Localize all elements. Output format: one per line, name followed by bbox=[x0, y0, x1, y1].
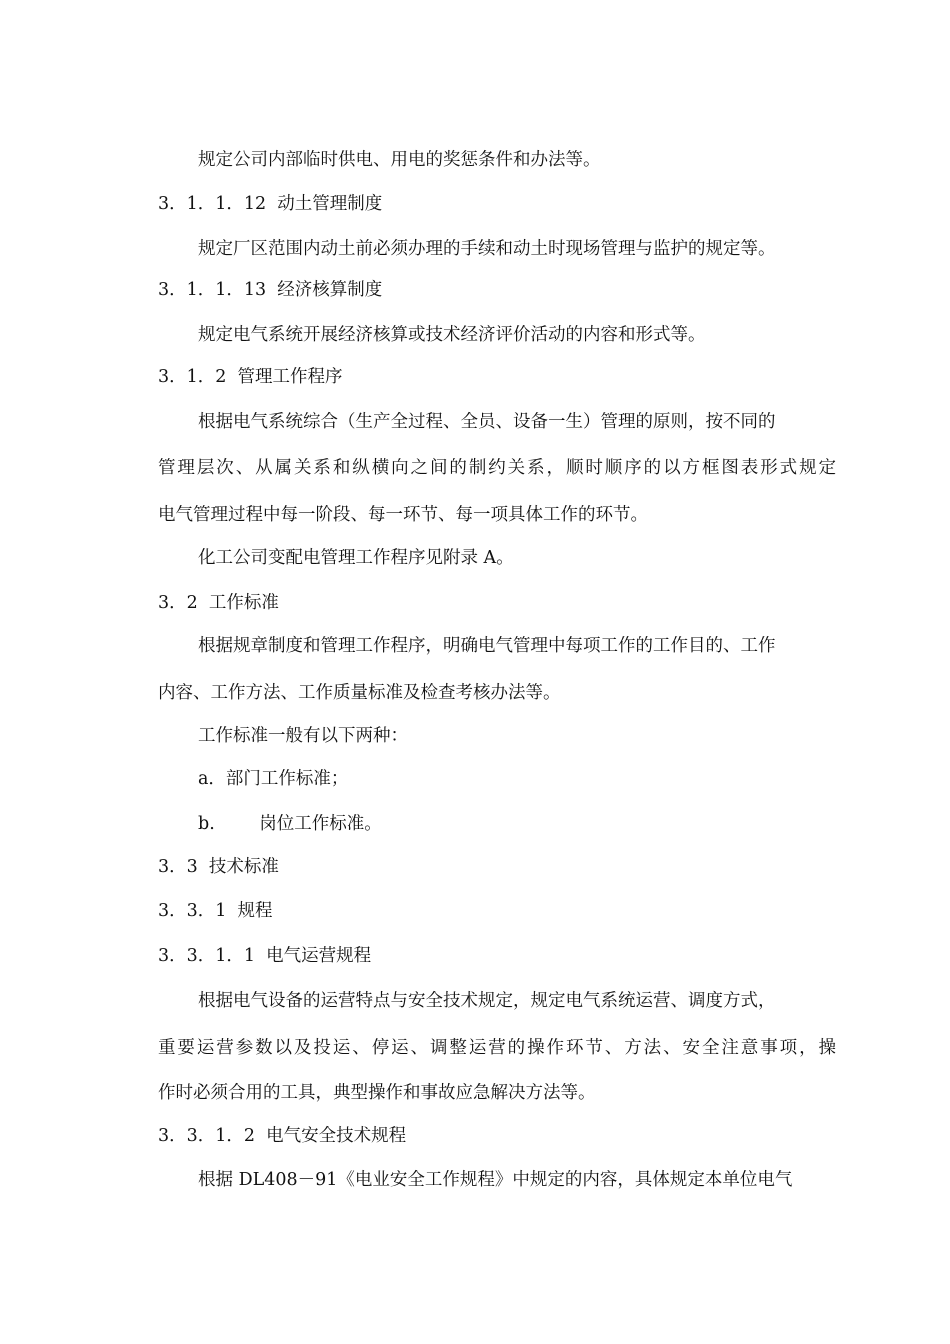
paragraph-line: 根据规章制度和管理工作程序，明确电气管理中每项工作的工作目的、工作 bbox=[198, 636, 776, 656]
list-item: b. 岗位工作标准。 bbox=[198, 814, 382, 834]
section-heading: 3．1．2 管理工作程序 bbox=[158, 367, 343, 387]
paragraph-line: 工作标准一般有以下两种： bbox=[198, 726, 408, 746]
list-item: a．部门工作标准； bbox=[198, 769, 349, 789]
section-heading: 3．3．1．1 电气运营规程 bbox=[158, 946, 372, 966]
paragraph-line: 规定电气系统开展经济核算或技术经济评价活动的内容和形式等。 bbox=[198, 325, 706, 345]
paragraph-line: 根据电气系统综合（生产全过程、全员、设备一生）管理的原则，按不同的 bbox=[198, 412, 776, 432]
paragraph-line: 电气管理过程中每一阶段、每一环节、每一项具体工作的环节。 bbox=[158, 505, 648, 525]
paragraph-line: 规定厂区范围内动土前必须办理的手续和动土时现场管理与监护的规定等。 bbox=[198, 239, 776, 259]
section-heading: 3．3 技术标准 bbox=[158, 857, 279, 877]
section-heading: 3．3．1．2 电气安全技术规程 bbox=[158, 1126, 407, 1146]
paragraph-line: 根据电气设备的运营特点与安全技术规定，规定电气系统运营、调度方式， bbox=[198, 991, 776, 1011]
paragraph-line: 规定公司内部临时供电、用电的奖惩条件和办法等。 bbox=[198, 150, 601, 170]
section-heading: 3．1．1．13 经济核算制度 bbox=[158, 280, 383, 300]
paragraph-line: 管理层次、从属关系和纵横向之间的制约关系，顺时顺序的以方框图表形式规定 bbox=[158, 458, 836, 478]
paragraph-line: 化工公司变配电管理工作程序见附录 A。 bbox=[198, 548, 514, 568]
paragraph-line: 作时必须合用的工具，典型操作和事故应急解决方法等。 bbox=[158, 1083, 596, 1103]
paragraph-line: 根据 DL408－91《电业安全工作规程》中规定的内容，具体规定本单位电气 bbox=[198, 1170, 793, 1190]
section-heading: 3．2 工作标准 bbox=[158, 593, 279, 613]
paragraph-line: 重要运营参数以及投运、停运、调整运营的操作环节、方法、安全注意事项，操 bbox=[158, 1038, 836, 1058]
section-heading: 3．1．1．12 动土管理制度 bbox=[158, 194, 383, 214]
paragraph-line: 内容、工作方法、工作质量标准及检查考核办法等。 bbox=[158, 683, 561, 703]
section-heading: 3．3．1 规程 bbox=[158, 901, 273, 921]
